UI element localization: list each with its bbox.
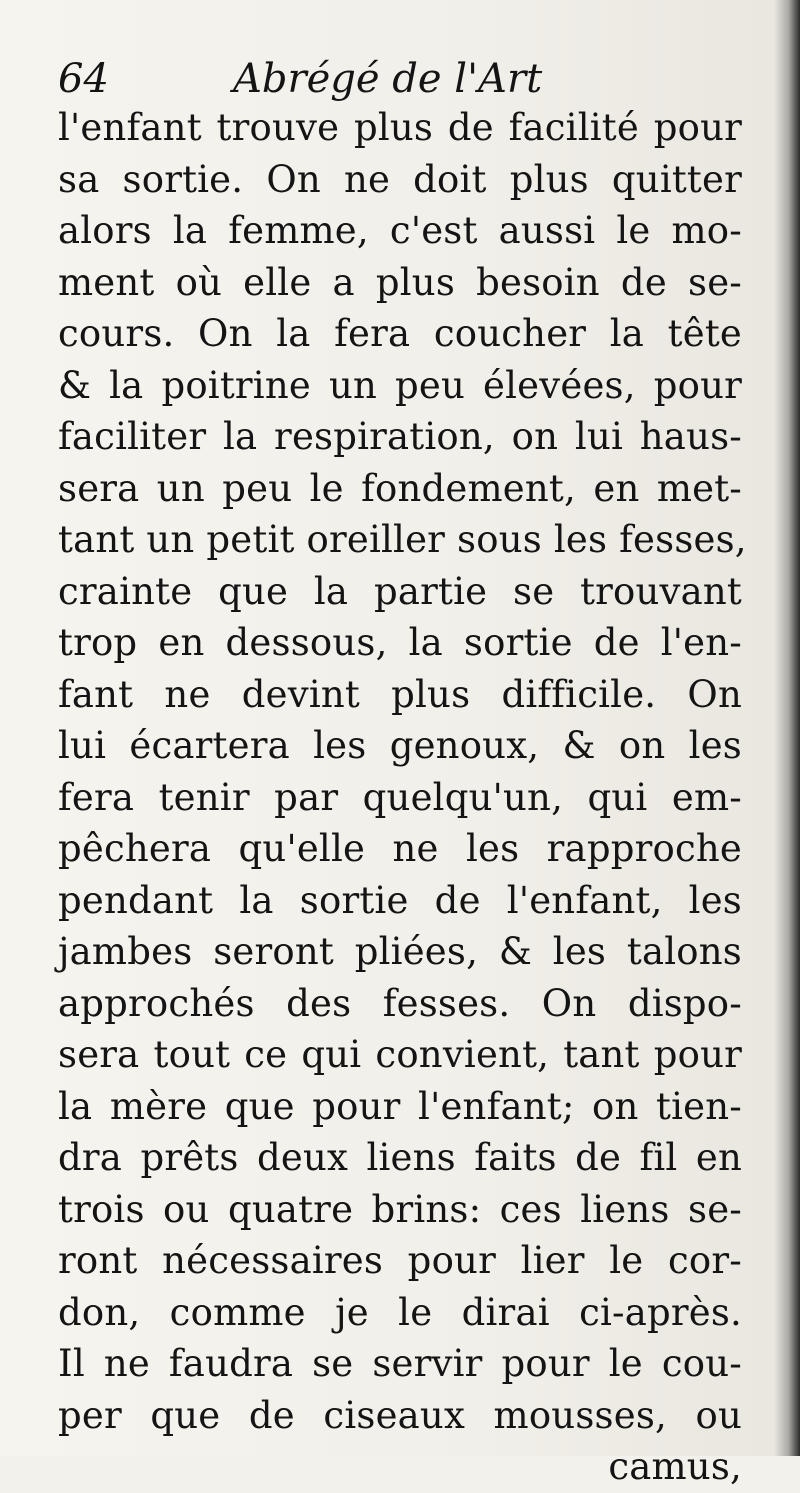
text-line: per que de ciseaux mousses, ou: [58, 1393, 742, 1437]
text-line: dra prêts deux liens faits de fil en: [58, 1136, 742, 1179]
text-line: approchés des fesses. On dispo-: [58, 981, 742, 1025]
text-line: sa sortie. On ne doit plus quitter: [58, 157, 742, 201]
catchword: camus,: [608, 1445, 742, 1488]
text-line: trois ou quatre brins: ces liens se-: [58, 1187, 742, 1231]
text-line: fant ne devint plus difficile. On: [58, 672, 742, 716]
text-line: Il ne faudra se servir pour le cou-: [58, 1342, 742, 1385]
text-line: tant un petit oreiller sous les fesses,: [58, 518, 747, 561]
text-line: don, comme je le dirai ci-après.: [58, 1290, 742, 1334]
text-line: ront nécessaires pour lier le cor-: [58, 1239, 742, 1282]
text-line: ment où elle a plus besoin de se-: [58, 260, 742, 304]
text-line: sera tout ce qui convient, tant pour: [58, 1033, 742, 1076]
text-line: pêchera qu'elle ne les rapproche: [58, 827, 742, 870]
text-line: lui écartera les genoux, & on les: [58, 724, 742, 767]
body-text: [58, 102, 747, 1493]
running-title: Abrégé de l'Art: [233, 56, 543, 102]
text-line: jambes seront pliées, & les talons: [58, 930, 742, 973]
text-line: crainte que la partie se trouvant: [58, 569, 742, 613]
text-line: trop en dessous, la sortie de l'en-: [58, 621, 742, 664]
text-line: pendant la sortie de l'enfant, les: [58, 878, 742, 922]
text-line: fera tenir par quelqu'un, qui em-: [58, 775, 742, 819]
text-line: & la poitrine un peu élevées, pour: [58, 363, 742, 407]
text-line: la mère que pour l'enfant; on tien-: [58, 1084, 742, 1128]
text-line: sera un peu le fondement, en met-: [58, 466, 742, 510]
text-line: alors la femme, c'est aussi le mo-: [58, 209, 742, 252]
page-number: 64: [58, 56, 109, 102]
page-header: [58, 54, 578, 104]
text-line: faciliter la respiration, on lui haus-: [58, 415, 742, 458]
page-gutter-shadow: [774, 0, 800, 1456]
text-line: cours. On la fera coucher la tête: [58, 312, 742, 355]
text-line: l'enfant trouve plus de facilité pour: [58, 106, 742, 149]
